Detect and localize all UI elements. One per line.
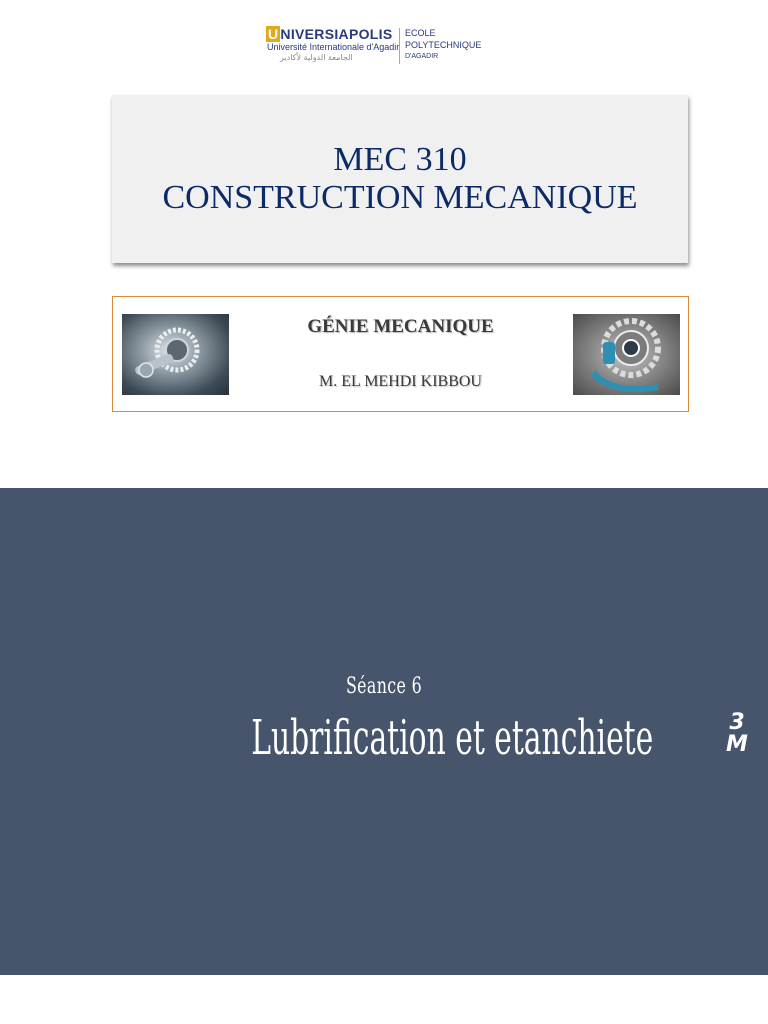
session-banner: [0, 488, 768, 975]
department-name: GÉNIE MECANIQUE: [307, 316, 494, 337]
logo-university-subtitle: Université Internationale d'Agadir: [267, 42, 400, 52]
logo-school-line1: ECOLE: [405, 28, 436, 38]
session-title: Lubrification et etanchiete: [251, 710, 654, 766]
course-title: CONSTRUCTION MECANIQUE: [162, 179, 638, 216]
badge-letter: M: [726, 732, 748, 757]
logo-university-arabic: الجامعة الدولية لأكادير: [280, 53, 353, 62]
logo-university-name: [266, 26, 392, 42]
logo-separator: [399, 28, 400, 64]
logo-school-line2: POLYTECHNIQUE: [405, 40, 482, 50]
session-number: Séance 6: [345, 674, 423, 699]
course-info-box: [112, 296, 689, 412]
author-name: M. EL MEHDI KIBBOU: [319, 373, 482, 390]
badge-number: 3: [729, 710, 745, 735]
gear-mechanism-image: [573, 314, 680, 395]
course-title-box: [112, 95, 688, 263]
3m-badge: [722, 712, 752, 762]
course-code: MEC 310: [333, 141, 467, 178]
logo-school-line3: D'AGADIR: [405, 53, 439, 60]
logo-university-name-rest: NIVERSIAPOLIS: [280, 26, 393, 42]
university-logo: [266, 26, 490, 66]
logo-school-name: [405, 27, 481, 63]
logo-u-mark: U: [268, 26, 279, 42]
